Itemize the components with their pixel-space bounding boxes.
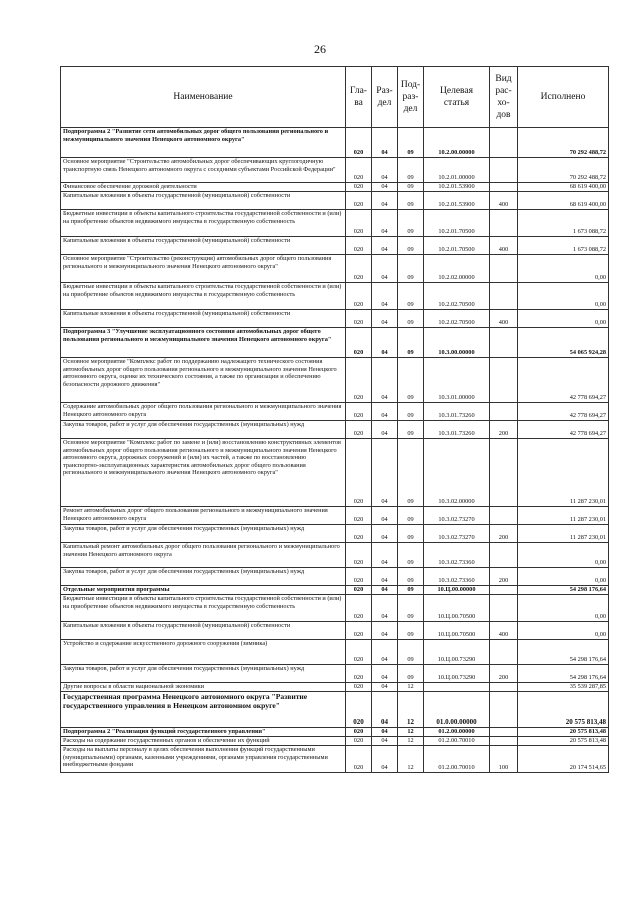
cell-amount: 68 619 400,00 xyxy=(518,192,609,210)
cell-vid: 200 xyxy=(490,525,518,543)
cell-target: 10.Ц.00.73290 xyxy=(424,640,490,665)
cell-razdel: 04 xyxy=(372,439,398,507)
cell-razdel: 04 xyxy=(372,507,398,525)
cell-name: Бюджетные инвестиции в объекты капитального строительства государственной собственности и (или) на приобретение объектов недвижимого имущества в государственную собственность xyxy=(61,210,346,237)
cell-name: Закупка товаров, работ и услуг для обеспечения государственных (муниципальных) нужд xyxy=(61,525,346,543)
table-row xyxy=(61,586,609,595)
cell-name: Устройство и содержание искусственного дорожного сооружения (зимника) xyxy=(61,640,346,665)
cell-vid xyxy=(490,507,518,525)
cell-razdel: 04 xyxy=(372,728,398,737)
cell-podrazdel: 09 xyxy=(398,237,424,255)
cell-amount: 20 575 813,48 xyxy=(518,737,609,746)
cell-razdel: 04 xyxy=(372,543,398,568)
cell-glava: 020 xyxy=(346,403,372,421)
cell-target xyxy=(424,683,490,692)
table-row xyxy=(61,255,609,283)
cell-target: 01.0.00.00000 xyxy=(424,692,490,728)
cell-razdel: 04 xyxy=(372,525,398,543)
header-executed: Исполнено xyxy=(518,67,609,128)
cell-name: Бюджетные инвестиции в объекты капитального строительства государственной собственности и (или) на приобретение объектов недвижимого имущества в государственную собственность xyxy=(61,283,346,310)
header-razdel: Раз- дел xyxy=(372,67,398,128)
cell-razdel: 04 xyxy=(372,403,398,421)
header-glava: Гла- ва xyxy=(346,67,372,128)
cell-name: Капитальные вложения в объекты государственной (муниципальной) собственности xyxy=(61,622,346,640)
cell-target: 10.2.01.00000 xyxy=(424,158,490,183)
cell-glava: 020 xyxy=(346,158,372,183)
cell-name: Другие вопросы в области национальной экономики xyxy=(61,683,346,692)
cell-glava: 020 xyxy=(346,237,372,255)
cell-target: 01.2.00.00000 xyxy=(424,728,490,737)
cell-podrazdel: 09 xyxy=(398,358,424,403)
cell-amount: 42 778 694,27 xyxy=(518,358,609,403)
cell-razdel: 04 xyxy=(372,310,398,328)
cell-podrazdel: 09 xyxy=(398,543,424,568)
cell-podrazdel: 12 xyxy=(398,683,424,692)
cell-target: 10.2.02.00000 xyxy=(424,255,490,283)
cell-glava: 020 xyxy=(346,255,372,283)
cell-vid: 400 xyxy=(490,622,518,640)
cell-name: Расходы на содержание государственных органов и обеспечение их функций xyxy=(61,737,346,746)
cell-vid xyxy=(490,640,518,665)
cell-target: 10.3.02.73270 xyxy=(424,507,490,525)
cell-vid xyxy=(490,728,518,737)
cell-glava: 020 xyxy=(346,183,372,192)
cell-vid xyxy=(490,403,518,421)
cell-vid: 400 xyxy=(490,237,518,255)
cell-podrazdel: 12 xyxy=(398,692,424,728)
cell-glava: 020 xyxy=(346,543,372,568)
cell-glava: 020 xyxy=(346,665,372,683)
cell-amount: 54 298 176,64 xyxy=(518,640,609,665)
cell-target: 10.2.02.70500 xyxy=(424,283,490,310)
page-number: 26 xyxy=(314,42,326,56)
cell-amount: 1 673 088,72 xyxy=(518,237,609,255)
cell-target: 10.Ц.00.70500 xyxy=(424,622,490,640)
cell-razdel: 04 xyxy=(372,586,398,595)
table-row xyxy=(61,507,609,525)
cell-glava: 020 xyxy=(346,737,372,746)
table-row xyxy=(61,683,609,692)
table-row xyxy=(61,158,609,183)
table-row xyxy=(61,192,609,210)
cell-amount: 0,00 xyxy=(518,255,609,283)
cell-podrazdel: 12 xyxy=(398,746,424,773)
cell-name: Основное мероприятие "Комплекс работ по поддержанию надлежащего технического состояния автомобильных дорог общего пользования регионального и межмуниципального значения Ненецкого автономного округа, оценке их технического состояния, а также по организации и обеспечению безопасности дорожного движения" xyxy=(61,358,346,403)
cell-glava: 020 xyxy=(346,128,372,158)
cell-amount: 0,00 xyxy=(518,622,609,640)
cell-name: Содержание автомобильных дорог общего пользования регионального и межмуниципального значения Ненецкого автономного округа xyxy=(61,403,346,421)
cell-vid xyxy=(490,692,518,728)
cell-vid xyxy=(490,737,518,746)
table-row xyxy=(61,728,609,737)
cell-name: Капитальный ремонт автомобильных дорог общего пользования регионального и межмуниципального значения Ненецкого автономного округа xyxy=(61,543,346,568)
cell-glava: 020 xyxy=(346,192,372,210)
table-row xyxy=(61,183,609,192)
cell-podrazdel: 12 xyxy=(398,737,424,746)
cell-glava: 020 xyxy=(346,210,372,237)
cell-target: 10.3.01.73260 xyxy=(424,403,490,421)
cell-glava: 020 xyxy=(346,683,372,692)
cell-name: Подпрограмма 2 "Реализация функций государственного управления" xyxy=(61,728,346,737)
table-row xyxy=(61,403,609,421)
cell-amount: 68 619 400,00 xyxy=(518,183,609,192)
cell-podrazdel: 09 xyxy=(398,525,424,543)
cell-amount: 11 287 230,01 xyxy=(518,439,609,507)
table-row xyxy=(61,328,609,358)
table-row xyxy=(61,737,609,746)
table-body xyxy=(61,128,609,773)
table-row xyxy=(61,210,609,237)
cell-vid xyxy=(490,586,518,595)
table-header-row xyxy=(61,67,609,128)
cell-glava: 020 xyxy=(346,746,372,773)
cell-podrazdel: 09 xyxy=(398,421,424,439)
cell-target: 10.3.01.73260 xyxy=(424,421,490,439)
cell-amount: 70 292 488,72 xyxy=(518,128,609,158)
cell-podrazdel: 09 xyxy=(398,568,424,586)
cell-name: Капитальные вложения в объекты государственной (муниципальной) собственности xyxy=(61,310,346,328)
cell-vid xyxy=(490,328,518,358)
cell-vid: 400 xyxy=(490,310,518,328)
cell-vid xyxy=(490,183,518,192)
cell-podrazdel: 09 xyxy=(398,183,424,192)
cell-glava: 020 xyxy=(346,283,372,310)
cell-razdel: 04 xyxy=(372,421,398,439)
cell-glava: 020 xyxy=(346,692,372,728)
cell-podrazdel: 09 xyxy=(398,640,424,665)
cell-razdel: 04 xyxy=(372,283,398,310)
budget-table xyxy=(60,66,609,773)
cell-podrazdel: 09 xyxy=(398,210,424,237)
cell-razdel: 04 xyxy=(372,192,398,210)
cell-target: 10.2.01.70500 xyxy=(424,210,490,237)
cell-amount: 20 174 514,65 xyxy=(518,746,609,773)
table-row xyxy=(61,283,609,310)
cell-vid: 400 xyxy=(490,192,518,210)
header-target: Целевая статья xyxy=(424,67,490,128)
table-row xyxy=(61,310,609,328)
cell-razdel: 04 xyxy=(372,683,398,692)
cell-name: Основное мероприятие "Комплекс работ по замене и (или) восстановлению конструктивных элементов автомобильных дорог общего пользования регионального и межмуниципального значения Ненецкого автономного округа, дорожных сооружений и (или) их частей, а также по восстановлению транспортно-эксплуатационных характеристик автомобильных дорог общего пользования регионального и межмуниципального значения Ненецкого автономного округа" xyxy=(61,439,346,507)
cell-amount: 54 298 176,64 xyxy=(518,665,609,683)
cell-podrazdel: 09 xyxy=(398,328,424,358)
cell-glava: 020 xyxy=(346,622,372,640)
cell-amount: 11 287 230,01 xyxy=(518,525,609,543)
cell-vid xyxy=(490,255,518,283)
table-row xyxy=(61,665,609,683)
cell-name: Подпрограмма 2 "Развитие сети автомобильных дорог общего пользования регионального и межмуниципального значения Ненецкого автономного округа" xyxy=(61,128,346,158)
cell-target: 01.2.00.70010 xyxy=(424,737,490,746)
cell-podrazdel: 09 xyxy=(398,128,424,158)
cell-target: 10.Ц.00.73290 xyxy=(424,665,490,683)
cell-podrazdel: 09 xyxy=(398,192,424,210)
cell-podrazdel: 09 xyxy=(398,595,424,622)
cell-target: 10.3.02.73360 xyxy=(424,568,490,586)
table-row xyxy=(61,595,609,622)
cell-podrazdel: 12 xyxy=(398,728,424,737)
table-row xyxy=(61,543,609,568)
cell-target: 10.3.02.00000 xyxy=(424,439,490,507)
cell-razdel: 04 xyxy=(372,737,398,746)
cell-podrazdel: 09 xyxy=(398,310,424,328)
cell-amount: 20 575 813,48 xyxy=(518,692,609,728)
cell-razdel: 04 xyxy=(372,255,398,283)
cell-name: Капитальные вложения в объекты государственной (муниципальной) собственности xyxy=(61,192,346,210)
cell-glava: 020 xyxy=(346,568,372,586)
cell-razdel: 04 xyxy=(372,692,398,728)
cell-target: 10.Ц.00.70500 xyxy=(424,595,490,622)
cell-razdel: 04 xyxy=(372,237,398,255)
cell-name: Капитальные вложения в объекты государственной (муниципальной) собственности xyxy=(61,237,346,255)
cell-podrazdel: 09 xyxy=(398,507,424,525)
cell-name: Государственная программа Ненецкого автономного округа "Развитие государственного управления в Ненецком автономном округе" xyxy=(61,692,346,728)
cell-vid xyxy=(490,283,518,310)
cell-glava: 020 xyxy=(346,358,372,403)
cell-name: Бюджетные инвестиции в объекты капитального строительства государственной собственности и (или) на приобретение объектов недвижимого имущества в государственную собственность xyxy=(61,595,346,622)
table-row xyxy=(61,622,609,640)
table-row xyxy=(61,692,609,728)
cell-vid: 100 xyxy=(490,746,518,773)
cell-glava: 020 xyxy=(346,586,372,595)
cell-amount: 0,00 xyxy=(518,595,609,622)
cell-podrazdel: 09 xyxy=(398,158,424,183)
cell-glava: 020 xyxy=(346,439,372,507)
cell-glava: 020 xyxy=(346,640,372,665)
cell-amount: 20 575 813,48 xyxy=(518,728,609,737)
table-row xyxy=(61,525,609,543)
cell-glava: 020 xyxy=(346,595,372,622)
cell-amount: 54 298 176,64 xyxy=(518,586,609,595)
header-name: Наименование xyxy=(61,67,346,128)
cell-target: 10.2.01.70500 xyxy=(424,237,490,255)
cell-vid: 200 xyxy=(490,421,518,439)
header-vid: Вид рас- хо- дов xyxy=(490,67,518,128)
cell-target: 10.2.01.53900 xyxy=(424,192,490,210)
cell-amount: 42 778 694,27 xyxy=(518,403,609,421)
cell-target: 10.3.02.73270 xyxy=(424,525,490,543)
cell-podrazdel: 09 xyxy=(398,665,424,683)
cell-glava: 020 xyxy=(346,421,372,439)
cell-vid xyxy=(490,128,518,158)
cell-name: Основное мероприятие "Строительство автомобильных дорог обеспечивающих круглогодичную транспортную связь Ненецкого автономного округа с соседними субъектами Российской Федерации" xyxy=(61,158,346,183)
cell-name: Основное мероприятие "Строительство (реконструкция) автомобильных дорог общего пользования регионального и межмуниципального значения Ненецкого автономного округа" xyxy=(61,255,346,283)
cell-glava: 020 xyxy=(346,525,372,543)
cell-razdel: 04 xyxy=(372,328,398,358)
header-podrazdel: Под- раз- дел xyxy=(398,67,424,128)
cell-name: Отдельные мероприятия программы xyxy=(61,586,346,595)
cell-amount: 54 065 924,28 xyxy=(518,328,609,358)
table-row xyxy=(61,237,609,255)
cell-razdel: 04 xyxy=(372,128,398,158)
cell-podrazdel: 09 xyxy=(398,283,424,310)
cell-amount: 0,00 xyxy=(518,283,609,310)
cell-target: 10.3.00.00000 xyxy=(424,328,490,358)
cell-glava: 020 xyxy=(346,328,372,358)
cell-target: 10.3.01.00000 xyxy=(424,358,490,403)
cell-vid xyxy=(490,158,518,183)
cell-amount: 0,00 xyxy=(518,310,609,328)
cell-amount: 70 292 488,72 xyxy=(518,158,609,183)
table-row xyxy=(61,640,609,665)
table-row xyxy=(61,128,609,158)
cell-amount: 0,00 xyxy=(518,543,609,568)
cell-razdel: 04 xyxy=(372,183,398,192)
cell-name: Закупка товаров, работ и услуг для обеспечения государственных (муниципальных) нужд xyxy=(61,665,346,683)
cell-amount: 11 287 230,01 xyxy=(518,507,609,525)
cell-razdel: 04 xyxy=(372,568,398,586)
cell-amount: 35 539 287,85 xyxy=(518,683,609,692)
cell-name: Ремонт автомобильных дорог общего пользования регионального и межмуниципального значения Ненецкого автономного округа xyxy=(61,507,346,525)
cell-razdel: 04 xyxy=(372,595,398,622)
cell-glava: 020 xyxy=(346,310,372,328)
cell-vid xyxy=(490,439,518,507)
cell-name: Расходы на выплаты персоналу в целях обеспечения выполнения функций государственными (муниципальными) органами, казенными учреждениями, органами управления государственными внебюджетными фондами xyxy=(61,746,346,773)
cell-podrazdel: 09 xyxy=(398,255,424,283)
cell-glava: 020 xyxy=(346,507,372,525)
cell-amount: 0,00 xyxy=(518,568,609,586)
cell-vid xyxy=(490,683,518,692)
cell-name: Закупка товаров, работ и услуг для обеспечения государственных (муниципальных) нужд xyxy=(61,568,346,586)
cell-razdel: 04 xyxy=(372,640,398,665)
cell-podrazdel: 09 xyxy=(398,622,424,640)
cell-vid: 200 xyxy=(490,665,518,683)
cell-amount: 1 673 088,72 xyxy=(518,210,609,237)
cell-amount: 42 778 694,27 xyxy=(518,421,609,439)
table-row xyxy=(61,439,609,507)
cell-vid xyxy=(490,210,518,237)
cell-glava: 020 xyxy=(346,728,372,737)
cell-podrazdel: 09 xyxy=(398,403,424,421)
table-row xyxy=(61,568,609,586)
cell-razdel: 04 xyxy=(372,622,398,640)
cell-vid xyxy=(490,358,518,403)
cell-podrazdel: 09 xyxy=(398,586,424,595)
cell-vid xyxy=(490,595,518,622)
cell-podrazdel: 09 xyxy=(398,439,424,507)
table-row xyxy=(61,421,609,439)
cell-name: Подпрограмма 3 "Улучшение эксплуатационного состояния автомобильных дорог общего пользования регионального и межмуниципального значения Ненецкого автономного округа" xyxy=(61,328,346,358)
cell-razdel: 04 xyxy=(372,665,398,683)
cell-razdel: 04 xyxy=(372,746,398,773)
table-row xyxy=(61,358,609,403)
cell-target: 10.2.01.53900 xyxy=(424,183,490,192)
cell-target: 10.Ц.00.00000 xyxy=(424,586,490,595)
cell-target: 10.2.00.00000 xyxy=(424,128,490,158)
cell-name: Закупка товаров, работ и услуг для обеспечения государственных (муниципальных) нужд xyxy=(61,421,346,439)
table-row xyxy=(61,746,609,773)
cell-target: 10.3.02.73360 xyxy=(424,543,490,568)
cell-vid: 200 xyxy=(490,568,518,586)
cell-target: 10.2.02.70500 xyxy=(424,310,490,328)
cell-razdel: 04 xyxy=(372,158,398,183)
cell-razdel: 04 xyxy=(372,210,398,237)
cell-razdel: 04 xyxy=(372,358,398,403)
cell-name: Финансовое обеспечение дорожной деятельности xyxy=(61,183,346,192)
cell-vid xyxy=(490,543,518,568)
cell-target: 01.2.00.70010 xyxy=(424,746,490,773)
